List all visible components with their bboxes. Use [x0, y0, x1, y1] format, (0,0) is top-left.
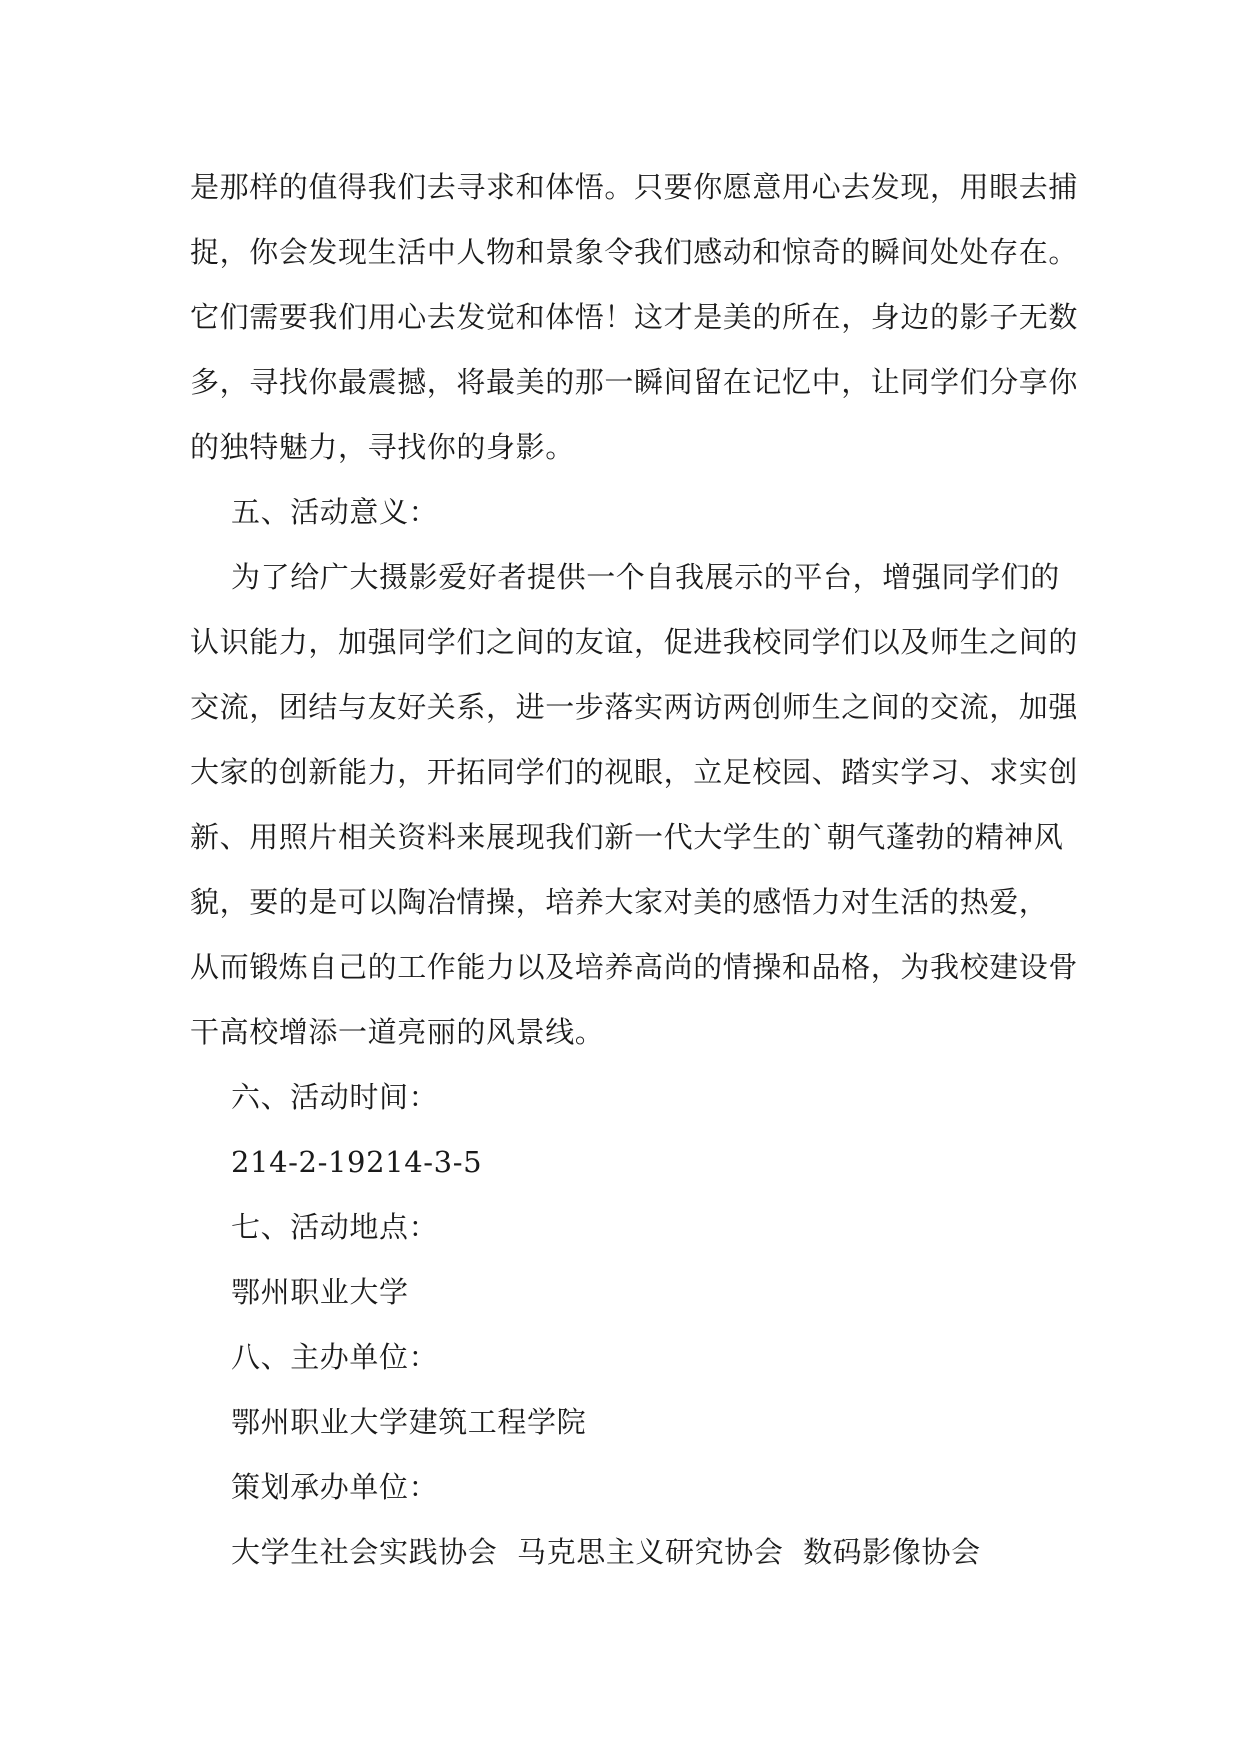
section-5-line-4: 大家的创新能力，开拓同学们的视眼，立足校园、踏实学习、求实创: [190, 755, 1079, 789]
organizer-heading: 策划承办单位：: [231, 1470, 439, 1504]
section-5-heading: 五、活动意义：: [231, 495, 439, 529]
intro-line-3: 它们需要我们用心去发觉和体悟！这才是美的所在，身边的影子无数: [190, 300, 1079, 334]
section-8-heading: 八、主办单位：: [231, 1340, 439, 1374]
section-5-line-3: 交流，团结与友好关系，进一步落实两访两创师生之间的交流，加强: [190, 690, 1079, 724]
intro-line-1: 是那样的值得我们去寻求和体悟。只要你愿意用心去发现，用眼去捕: [190, 170, 1079, 204]
section-5-line-8: 干高校增添一道亮丽的风景线。: [190, 1015, 605, 1049]
section-5-line-5: 新、用照片相关资料来展现我们新一代大学生的`朝气蓬勃的精神风: [190, 820, 1064, 854]
section-5-line-1: 为了给广大摄影爱好者提供一个自我展示的平台，增强同学们的: [231, 560, 1060, 594]
section-6-heading: 六、活动时间：: [231, 1080, 439, 1114]
intro-line-2: 捉，你会发现生活中人物和景象令我们感动和惊奇的瞬间处处存在。: [190, 235, 1079, 269]
section-5-line-7: 从而锻炼自己的工作能力以及培养高尚的情操和品格，为我校建设骨: [190, 950, 1079, 984]
section-7-value: 鄂州职业大学: [231, 1275, 409, 1309]
section-7-heading: 七、活动地点：: [231, 1210, 439, 1244]
section-6-value: 214-2-19214-3-5: [231, 1145, 483, 1179]
section-5-line-2: 认识能力，加强同学们之间的友谊，促进我校同学们以及师生之间的: [190, 625, 1079, 659]
organizer-value: 大学生社会实践协会 马克思主义研究协会 数码影像协会: [231, 1535, 981, 1569]
section-8-value: 鄂州职业大学建筑工程学院: [231, 1405, 587, 1439]
document-page: [190, 155, 1079, 1585]
section-5-line-6: 貌，要的是可以陶冶情操，培养大家对美的感悟力对生活的热爱，: [190, 885, 1049, 919]
intro-line-4: 多，寻找你最震撼，将最美的那一瞬间留在记忆中，让同学们分享你: [190, 365, 1079, 399]
intro-line-5: 的独特魅力，寻找你的身影。: [190, 430, 575, 464]
